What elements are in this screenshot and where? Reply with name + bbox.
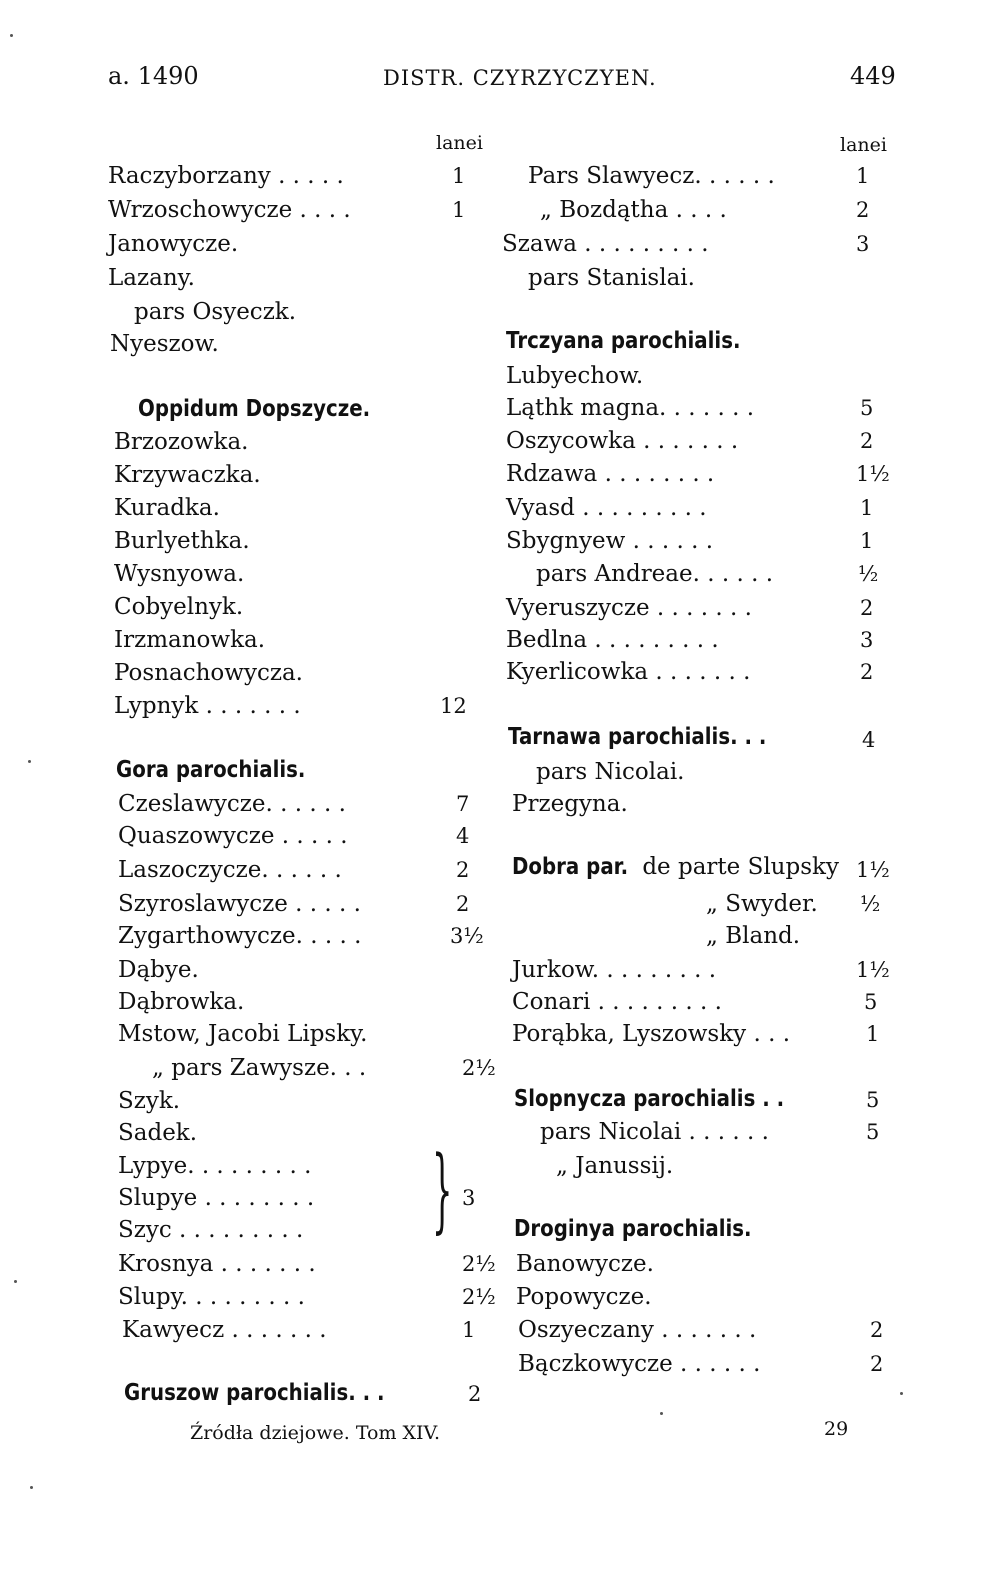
section-heading: Trczyana parochialis. — [506, 328, 741, 354]
list-item: Ląthk magna. . . . . . . — [506, 395, 755, 421]
list-item: Przegyna. — [512, 791, 628, 817]
list-item-value: 2 — [860, 660, 874, 684]
list-item-value: 2 — [860, 429, 874, 453]
list-item-value: 3 — [462, 1186, 476, 1210]
list-item: Vyasd . . . . . . . . . — [506, 495, 707, 521]
page-number: 449 — [850, 62, 896, 90]
list-item: Kuradka. — [114, 495, 220, 521]
list-item: Lubyechow. — [506, 363, 644, 389]
list-item: Wysnyowa. — [114, 561, 245, 587]
scan-speck — [660, 1412, 663, 1415]
list-item: Porąbka, Lyszowsky . . . — [512, 1021, 791, 1047]
list-item-value: 2½ — [462, 1252, 496, 1276]
list-item-value: 2½ — [462, 1285, 496, 1309]
list-item: „ Bozdątha . . . . — [540, 197, 727, 223]
footer-source: Źródła dziejowe. Tom XIV. — [190, 1422, 440, 1444]
footer-signature: 29 — [824, 1418, 849, 1440]
section-heading: Gora parochialis. — [116, 757, 306, 783]
list-item: Janowycze. — [108, 231, 239, 257]
list-item-value: 1 — [860, 529, 874, 553]
scan-speck — [900, 1392, 903, 1395]
list-item: Vyeruszycze . . . . . . . — [506, 595, 752, 621]
list-item: Krzywaczka. — [114, 462, 261, 488]
list-item: Czeslawycze. . . . . . — [118, 791, 346, 817]
list-item-value: 1 — [452, 164, 466, 188]
list-item-value: 1 — [866, 1022, 880, 1046]
list-item: Oszycowka . . . . . . . — [506, 428, 739, 454]
list-item: Posnachowycza. — [114, 660, 303, 686]
list-item: Zygarthowycze. . . . . — [118, 923, 362, 949]
list-item-value: 5 — [864, 990, 878, 1014]
list-item: Irzmanowka. — [114, 627, 266, 653]
section-heading: Tarnawa parochialis. . . — [508, 724, 767, 750]
list-item-value: 1½ — [856, 958, 890, 982]
list-item-value: 2 — [870, 1318, 884, 1342]
list-item-value: 4 — [456, 824, 470, 848]
list-item: Nyeszow. — [110, 331, 219, 357]
list-item: Dobra par. de parte Slupsky — [512, 854, 839, 880]
list-item: Wrzoschowycze . . . . — [108, 197, 351, 223]
list-item: pars Nicolai . . . . . . — [540, 1119, 769, 1145]
list-item: „ pars Zawysze. . . — [152, 1055, 367, 1081]
list-item-value: 1 — [856, 164, 870, 188]
list-item-value: 3 — [856, 232, 870, 256]
list-item: „ Swyder. — [706, 891, 818, 917]
list-item-value: 2 — [870, 1352, 884, 1376]
list-item: Szyc . . . . . . . . . — [118, 1217, 304, 1243]
list-item-value: 7 — [456, 792, 470, 816]
scan-speck — [30, 1486, 33, 1489]
list-item: Conari . . . . . . . . . — [512, 989, 722, 1015]
header-title: DISTR. CZYRZYCZYEN. — [383, 66, 657, 90]
list-item-value: 2½ — [462, 1056, 496, 1080]
list-item: Krosnya . . . . . . . — [118, 1251, 316, 1277]
list-item: Cobyelnyk. — [114, 594, 244, 620]
list-item: „ Bland. — [706, 923, 801, 949]
list-item: Dąbye. — [118, 957, 199, 983]
list-item: pars Nicolai. — [536, 759, 685, 785]
section-heading: Slopnycza parochialis . . — [514, 1086, 785, 1112]
section-heading: Oppidum Dopszycze. — [138, 396, 371, 422]
list-item-value: 1½ — [856, 462, 890, 486]
list-item: Lazany. — [108, 265, 195, 291]
section-heading-value: 5 — [866, 1088, 880, 1112]
list-item: Kawyecz . . . . . . . — [122, 1317, 327, 1343]
right-column-unit-label: lanei — [840, 134, 887, 156]
list-item: Jurkow. . . . . . . . . — [512, 957, 717, 983]
section-heading-value: 2 — [468, 1382, 482, 1406]
list-item-value: 2 — [456, 858, 470, 882]
list-item: Slupy. . . . . . . . . — [118, 1284, 305, 1310]
list-item: Sbygnyew . . . . . . — [506, 528, 714, 554]
list-item: Laszoczycze. . . . . . — [118, 857, 342, 883]
header-year: a. 1490 — [108, 62, 199, 90]
list-item: Oszyeczany . . . . . . . — [518, 1317, 757, 1343]
scan-speck — [28, 760, 31, 763]
list-item: Rdzawa . . . . . . . . — [506, 461, 715, 487]
list-item: „ Janussij. — [556, 1153, 674, 1179]
list-item-value: 5 — [866, 1120, 880, 1144]
list-item: Lypnyk . . . . . . . — [114, 693, 301, 719]
list-item: Dąbrowka. — [118, 989, 245, 1015]
list-item-value: ½ — [858, 562, 879, 586]
list-item-value: 1½ — [856, 858, 890, 882]
list-item: Szawa . . . . . . . . . — [502, 231, 709, 257]
list-item: pars Osyeczk. — [134, 299, 297, 325]
scan-speck — [10, 34, 13, 37]
list-item: pars Stanislai. — [528, 265, 695, 291]
section-heading: Gruszow parochialis. . . — [124, 1380, 385, 1406]
list-item: Pars Slawyecz. . . . . . — [528, 163, 775, 189]
list-item-value: 2 — [456, 892, 470, 916]
list-item-value: 1 — [860, 496, 874, 520]
list-item: Bączkowycze . . . . . . — [518, 1351, 761, 1377]
list-item: Bedlna . . . . . . . . . — [506, 627, 719, 653]
list-item-value: 3 — [860, 628, 874, 652]
list-item-value: 1 — [462, 1318, 476, 1342]
list-item: Popowycze. — [516, 1284, 652, 1310]
list-item-value: 1 — [452, 198, 466, 222]
list-item: Quaszowycze . . . . . — [118, 823, 348, 849]
grouping-brace: } — [432, 1136, 453, 1243]
left-column-unit-label: lanei — [436, 132, 483, 154]
scan-speck — [14, 1280, 17, 1283]
list-item-value: 12 — [440, 694, 467, 718]
list-item: Sadek. — [118, 1120, 198, 1146]
list-item: Brzozowka. — [114, 429, 249, 455]
list-item: Burlyethka. — [114, 528, 250, 554]
list-item: Szyroslawycze . . . . . — [118, 891, 361, 917]
list-item-value: ½ — [860, 892, 881, 916]
list-item: pars Andreae. . . . . . — [536, 561, 774, 587]
list-item: Banowycze. — [516, 1251, 654, 1277]
list-item: Mstow, Jacobi Lipsky. — [118, 1021, 368, 1047]
section-heading: Dobra par. — [512, 854, 629, 880]
list-item-value: 2 — [860, 596, 874, 620]
list-item-value: 5 — [860, 396, 874, 420]
section-heading-value: 4 — [862, 728, 876, 752]
list-item: Raczyborzany . . . . . — [108, 163, 344, 189]
list-item-value: 3½ — [450, 924, 484, 948]
list-item: Kyerlicowka . . . . . . . — [506, 659, 751, 685]
list-item: Slupye . . . . . . . . — [118, 1185, 315, 1211]
section-heading: Droginya parochialis. — [514, 1216, 752, 1242]
list-item: Lypye. . . . . . . . . — [118, 1153, 312, 1179]
list-item-value: 2 — [856, 198, 870, 222]
list-item: Szyk. — [118, 1088, 181, 1114]
